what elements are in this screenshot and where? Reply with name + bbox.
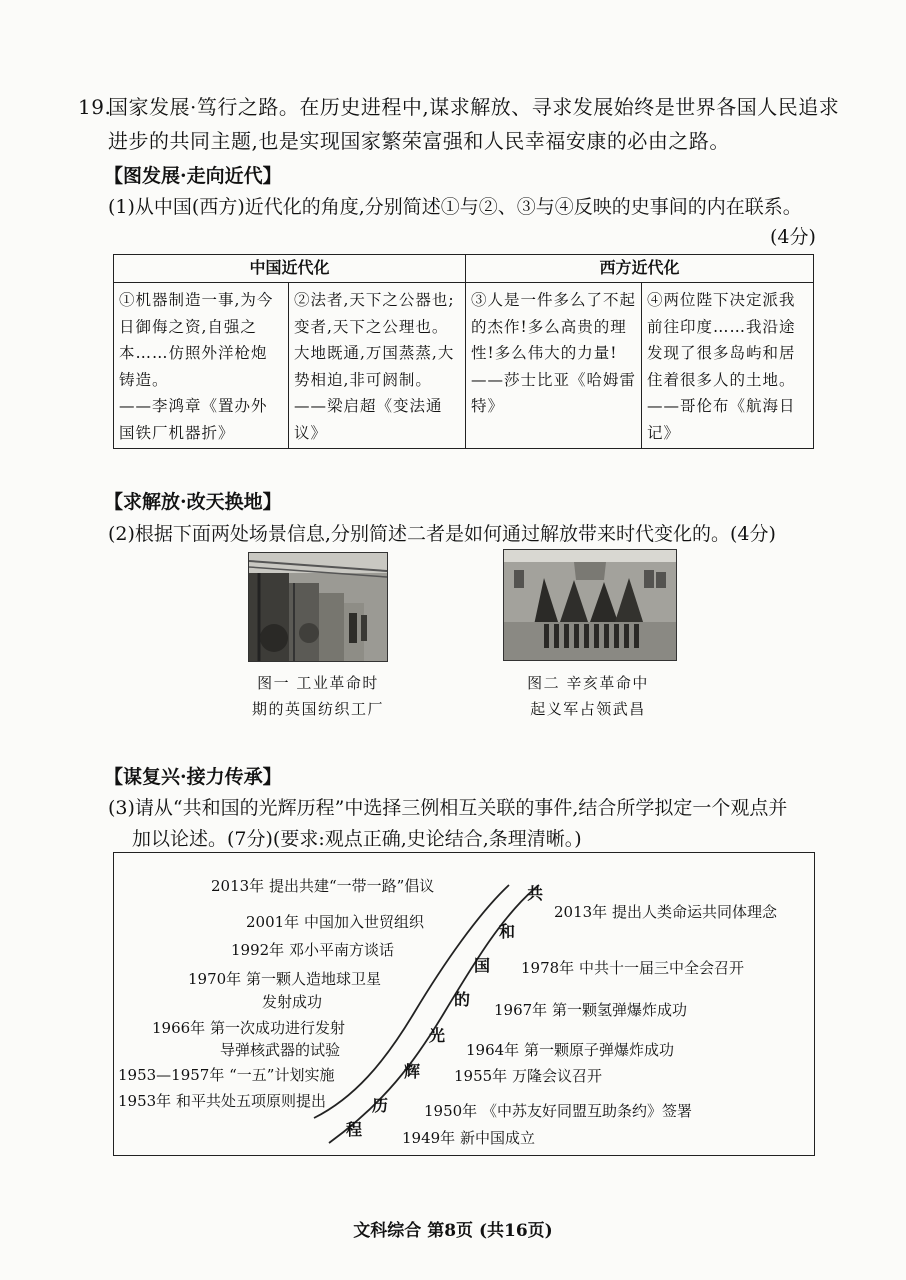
timeline-left-event-7: 1953年 和平共处五项原则提出 [118,1092,326,1110]
timeline-box [113,852,815,1156]
figure1-caption-line-1: 图一 工业革命时 [257,674,379,692]
part3-prompt-line-1: (3)请从“共和国的光辉历程”中选择三例相互关联的事件,结合所学拟定一个观点并 [108,797,788,819]
question-intro-line-1: 国家发展·笃行之路。在历史进程中,谋求解放、寻求发展始终是世界各国人民追求 [108,95,840,119]
part3-heading: 【谋复兴·接力传承】 [104,766,282,788]
question-number: 19. [78,95,112,119]
timeline-left-event-4: 1970年 第一颗人造地球卫星 [188,970,381,988]
figure2-wuchang-uprising-photo [503,549,677,661]
timeline-right-event-7: 1949年 新中国成立 [402,1129,535,1147]
timeline-left-event-3: 1992年 邓小平南方谈话 [231,941,394,959]
timeline-right-event-3: 1967年 第一颗氢弹爆炸成功 [494,1001,687,1019]
timeline-right-event-5: 1955年 万隆会议召开 [454,1067,602,1085]
page-footer: 文科综合 第8页 (共16页) [353,1221,553,1241]
figure2-caption-line-1: 图二 辛亥革命中 [527,674,649,692]
timeline-title-char-8: 程 [346,1120,363,1139]
timeline-right-event-1: 2013年 提出人类命运共同体理念 [554,903,777,921]
timeline-left-event-6: 1953—1957年 “一五”计划实施 [118,1066,335,1084]
timeline-title-char-4: 的 [454,990,471,1009]
table-cell-4: ④两位陛下决定派我前往印度……我沿途发现了很多岛屿和居住着很多人的土地。 ——哥伦布《航海日记》 [642,283,814,449]
timeline-title-char-7: 历 [372,1096,389,1115]
part1-score: (4分) [770,226,816,248]
timeline-left-event-4-cont: 发射成功 [262,993,323,1011]
timeline-left-event-1: 2013年 提出共建“一带一路”倡议 [211,877,435,895]
timeline-title-char-6: 辉 [404,1062,421,1081]
timeline-title-char-3: 国 [474,956,491,975]
timeline-right-event-4: 1964年 第一颗原子弹爆炸成功 [466,1041,674,1059]
timeline-right-event-6: 1950年 《中苏友好同盟互助条约》签署 [424,1102,692,1120]
modernization-table [113,254,814,449]
timeline-title-char-5: 光 [429,1026,446,1045]
table-header-china: 中国近代化 [114,255,466,283]
part2-heading: 【求解放·改天换地】 [104,491,282,513]
part3-prompt-line-2: 加以论述。(7分)(要求:观点正确,史论结合,条理清晰。) [132,828,582,850]
figure2-caption-line-2: 起义军占领武昌 [530,700,646,718]
timeline-left-event-5: 1966年 第一次成功进行发射 [152,1019,345,1037]
part1-heading: 【图发展·走向近代】 [104,165,282,187]
question-intro-line-2: 进步的共同主题,也是实现国家繁荣富强和人民幸福安康的必由之路。 [108,129,730,153]
timeline-title-char-1: 共 [527,884,544,903]
timeline-left-event-5-cont: 导弹核武器的试验 [220,1041,341,1059]
table-cell-2: ②法者,天下之公器也;变者,天下之公理也。大地既通,万国蒸蒸,大势相迫,非可阏制。 ——梁启超《变法通议》 [289,283,466,449]
figure1-caption-line-2: 期的英国纺织工厂 [251,700,384,718]
part2-prompt: (2)根据下面两处场景信息,分别简述二者是如何通过解放带来时代变化的。(4分) [108,523,776,545]
table-cell-3: ③人是一件多么了不起的杰作!多么高贵的理性!多么伟大的力量! ——莎士比亚《哈姆雷特》 [466,283,642,449]
figure1-textile-factory-photo [248,552,388,662]
table-header-west: 西方近代化 [466,255,814,283]
timeline-left-event-2: 2001年 中国加入世贸组织 [246,913,424,931]
timeline-right-event-2: 1978年 中共十一届三中全会召开 [521,959,744,977]
timeline-title-char-2: 和 [499,922,516,941]
part1-prompt: (1)从中国(西方)近代化的角度,分别简述①与②、③与④反映的史事间的内在联系。 [108,196,802,218]
table-cell-1: ①机器制造一事,为今日御侮之资,自强之本……仿照外洋枪炮铸造。 ——李鸿章《置办外国铁厂机器折》 [114,283,289,449]
